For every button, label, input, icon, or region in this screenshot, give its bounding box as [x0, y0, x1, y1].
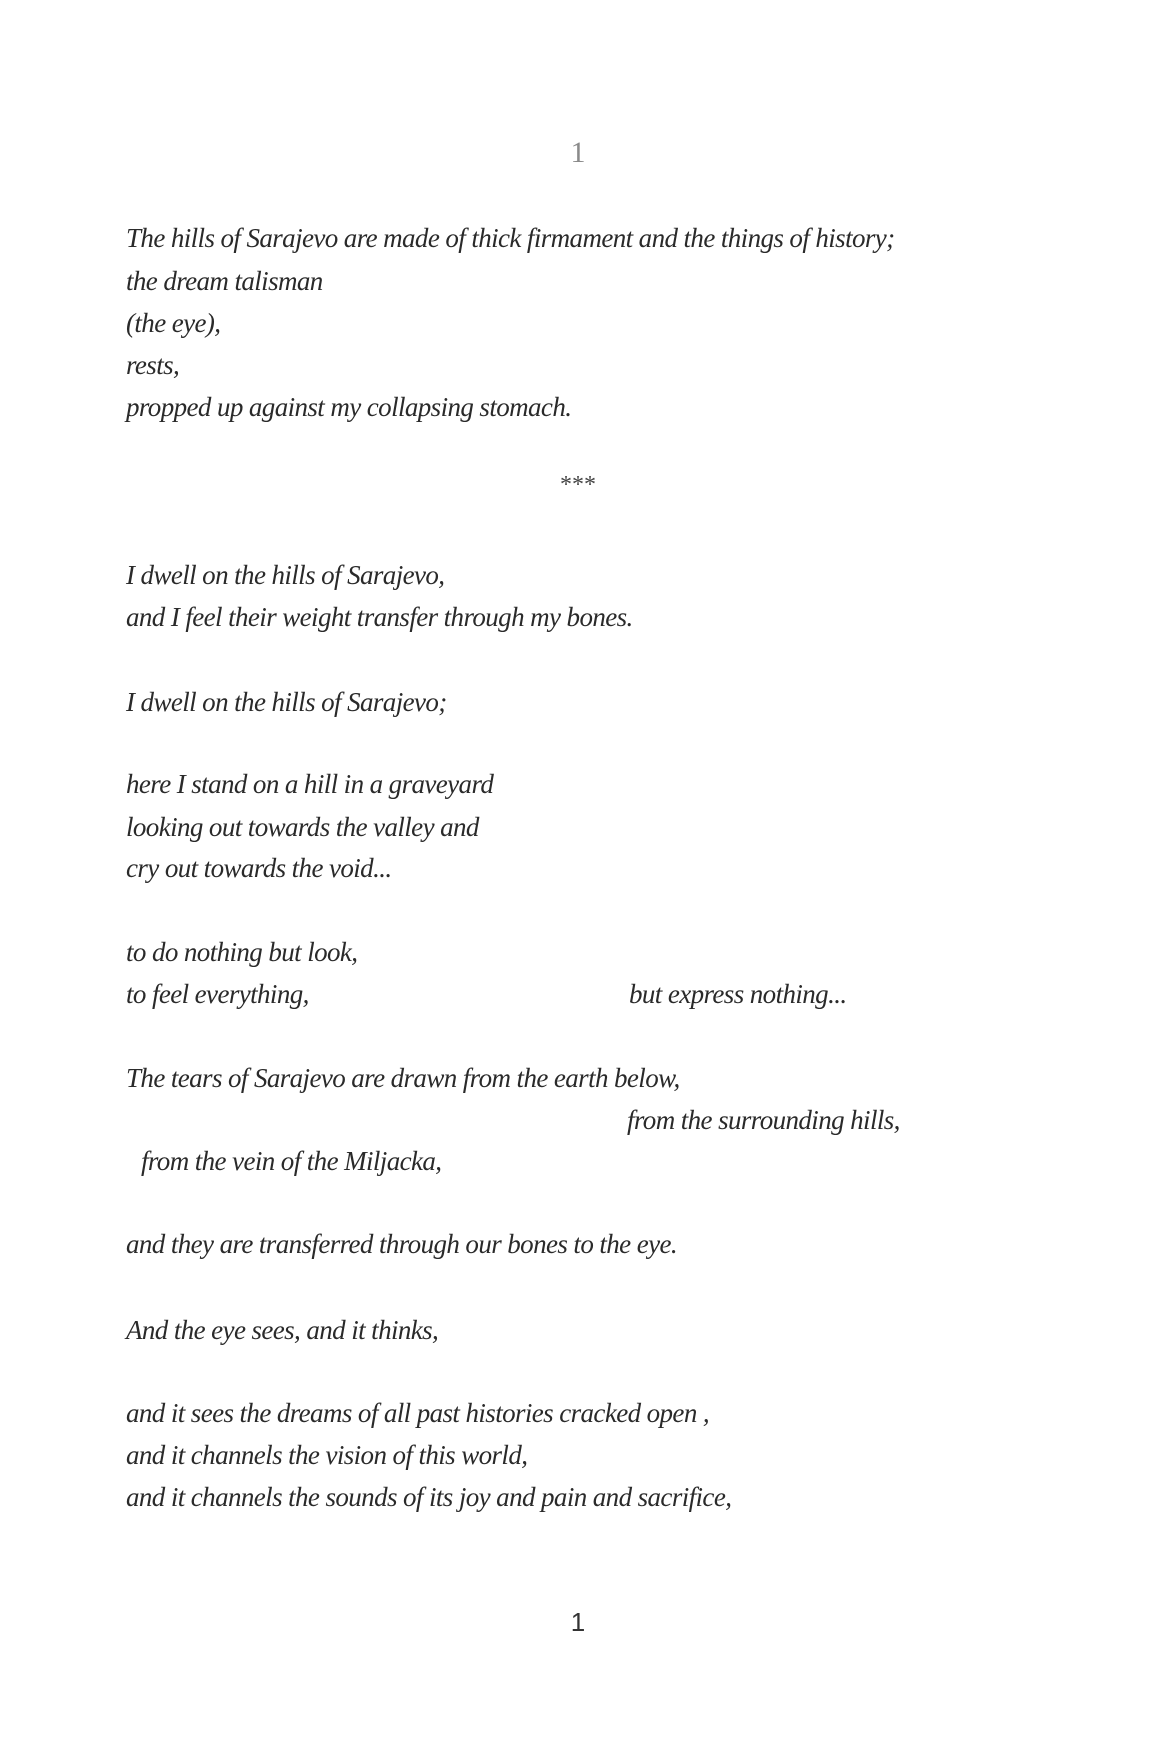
- poem-line: The tears of Sarajevo are drawn from the earth below,: [126, 1063, 680, 1093]
- poem-line-indented: but express nothing...: [629, 979, 847, 1009]
- page-number: 1: [570, 1607, 586, 1637]
- poem-line: the dream talisman: [126, 266, 323, 296]
- poem-line: here I stand on a hill in a graveyard: [126, 769, 494, 799]
- poem-line-indented: from the vein of the Miljacka,: [141, 1146, 442, 1176]
- poem-line: and they are transferred through our bones to the eye.: [126, 1229, 678, 1259]
- poem-line: I dwell on the hills of Sarajevo,: [126, 560, 445, 590]
- poem-line: cry out towards the void...: [126, 853, 392, 883]
- poem-line: (the eye),: [126, 308, 221, 338]
- poem-line: The hills of Sarajevo are made of thick firmament and the things of history;: [126, 223, 895, 253]
- poem-line: rests,: [126, 350, 180, 380]
- poem-line: and it channels the vision of this world,: [126, 1440, 528, 1470]
- poem-line: propped up against my collapsing stomach.: [126, 392, 572, 422]
- poem-line: and I feel their weight transfer through my bones.: [126, 602, 633, 632]
- poem-line: And the eye sees, and it thinks,: [126, 1315, 439, 1345]
- chapter-number: 1: [570, 136, 586, 169]
- section-separator: ***: [560, 472, 596, 498]
- poem-line: looking out towards the valley and: [126, 812, 479, 842]
- poem-line-indented: from the surrounding hills,: [627, 1105, 900, 1135]
- poem-line: I dwell on the hills of Sarajevo;: [126, 687, 447, 717]
- poem-line: and it channels the sounds of its joy and pain and sacrifice,: [126, 1482, 732, 1512]
- poem-line: and it sees the dreams of all past histories cracked open ,: [126, 1398, 710, 1428]
- poem-line: to feel everything,: [126, 979, 309, 1009]
- poem-line: to do nothing but look,: [126, 937, 358, 967]
